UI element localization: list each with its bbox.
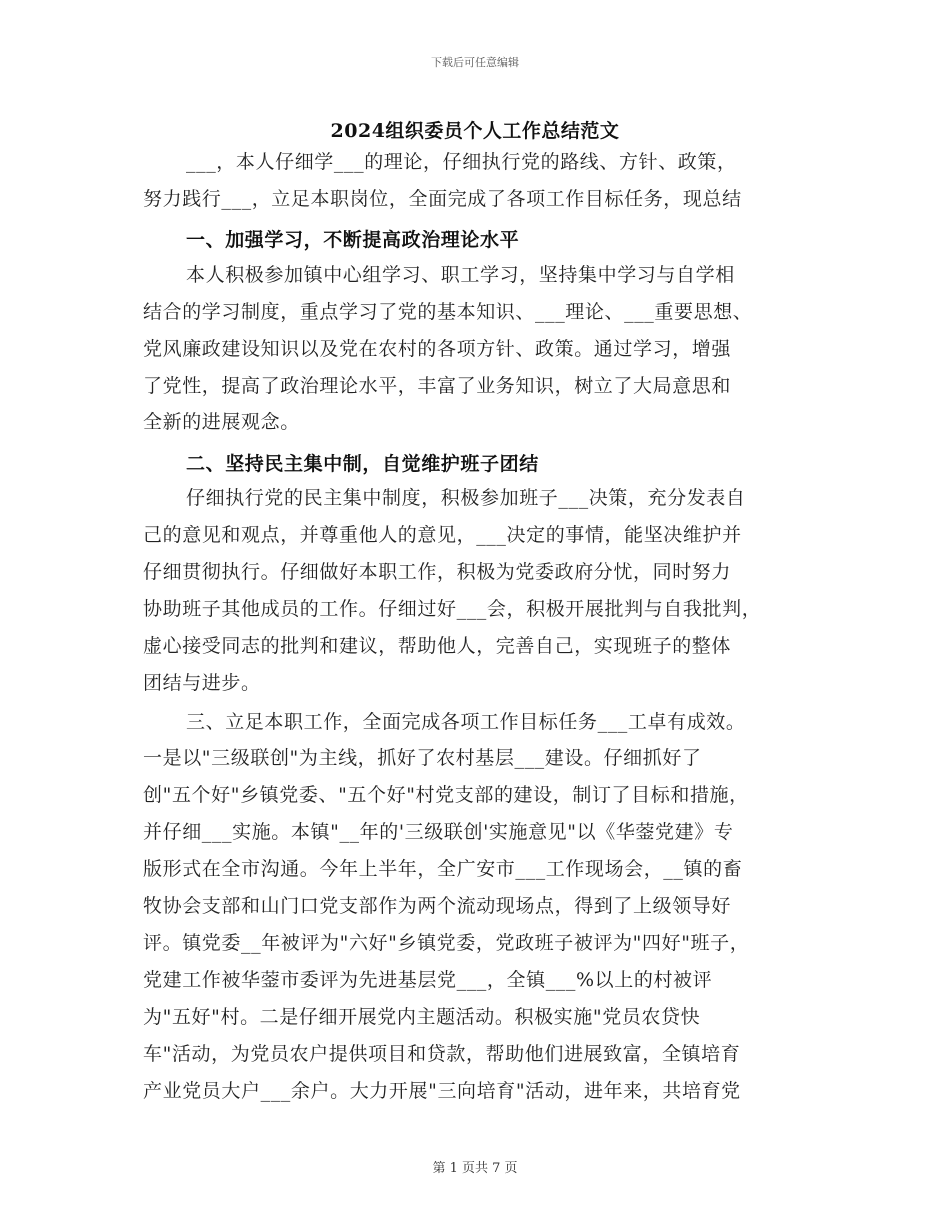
paragraph-line: 全新的进展观念。 [143,411,300,433]
page-header-note: 下载后可任意编辑 [431,56,519,69]
paragraph-line: 车"活动，为党员农户提供项目和贷款，帮助他们进展致富，全镇培育 [143,1043,741,1065]
page-footer: 第 1 页共 7 页 [432,1161,518,1176]
paragraph-line: 并仔细___实施。本镇"__年的'三级联创'实施意见"以《华蓥党建》专 [143,821,734,843]
paragraph-line: 三、立足本职工作，全面完成各项工作目标任务___工卓有成效。 [186,711,746,733]
paragraph-line: 本人积极参加镇中心组学习、职工学习，坚持集中学习与自学相 [186,264,735,286]
section-heading: 一、加强学习，不断提高政治理论水平 [186,229,520,251]
paragraph-line: 创"五个好"乡镇党委、"五个好"村党支部的建设，制订了目标和措施， [143,784,749,806]
paragraph-line: 产业党员大户___余户。大力开展"三向培育"活动，进年来，共培育党 [143,1080,741,1102]
paragraph-line: 为"五好"村。二是仔细开展党内主题活动。积极实施"党员农贷快 [143,1006,701,1028]
paragraph-line: 己的意见和观点，并尊重他人的意见，___决定的事情，能坚决维护并 [143,524,742,546]
paragraph-line: 虚心接受同志的批判和建议，帮助他人，完善自己，实现班子的整体 [143,635,732,657]
paragraph-line: ___，本人仔细学___的理论，仔细执行党的路线、方针、政策， [186,151,737,173]
paragraph-line: 结合的学习制度，重点学习了党的基本知识、___理论、___重要思想、 [143,301,753,323]
paragraph-line: 党风廉政建设知识以及党在农村的各项方针、政策。通过学习，增强 [143,338,732,360]
paragraph-line: 协助班子其他成员的工作。仔细过好___会，积极开展批判与自我批判， [143,598,762,620]
paragraph-line: 了党性，提高了政治理论水平，丰富了业务知识，树立了大局意思和 [143,375,732,397]
paragraph-line: 仔细贯彻执行。仔细做好本职工作，积极为党委政府分忧，同时努力 [143,561,732,583]
section-heading: 二、坚持民主集中制，自觉维护班子团结 [186,453,539,475]
paragraph-line: 努力践行___，立足本职岗位，全面完成了各项工作目标任务，现总结 [143,188,742,210]
document-title: 2024组织委员个人工作总结范文 [330,120,620,142]
paragraph-line: 党建工作被华蓥市委评为先进基层党___，全镇___%以上的村被评 [143,969,713,991]
paragraph-line: 仔细执行党的民主集中制度，积极参加班子___决策，充分发表自 [186,487,746,509]
paragraph-line: 一是以"三级联创"为主线，抓好了农村基层___建设。仔细抓好了 [143,747,702,769]
paragraph-line: 版形式在全市沟通。今年上半年，全广安市___工作现场会，__镇的畜 [143,858,743,880]
paragraph-line: 牧协会支部和山门口党支部作为两个流动现场点，得到了上级领导好 [143,895,732,917]
paragraph-line: 评。镇党委__年被评为"六好"乡镇党委，党政班子被评为"四好"班子， [143,932,750,954]
paragraph-line: 团结与进步。 [143,672,261,694]
